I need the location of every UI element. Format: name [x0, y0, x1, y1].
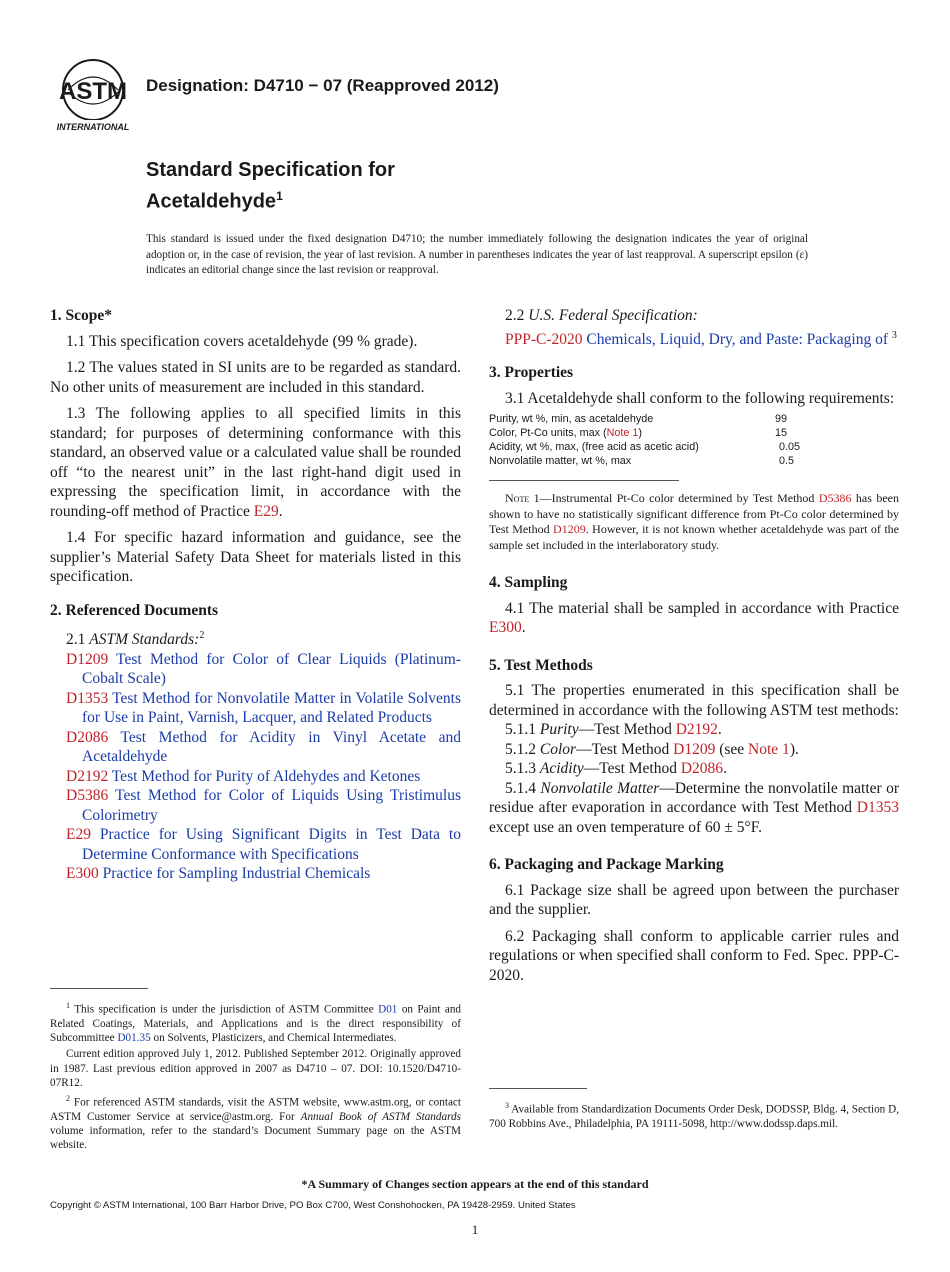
reference-title-link[interactable]: Test Method for Nonvolatile Matter in Volatile Solvents for Use in Paint, Varnish, Lacquer, and Related Products [82, 689, 461, 727]
reference-title-link[interactable]: Test Method for Purity of Aldehydes and Ketones [108, 767, 421, 785]
para-1-3: 1.3 The following applies to all specified limits in this standard; for purposes of determining conformance with this standard, an observed value or a calculated value shall be rounded off “to the nearest unit” in the last right-hand digit used in expressing the specification limit, in accordance with the rounding-off method of Practice E29. [50, 405, 461, 520]
section-4-heading: 4. Sampling [489, 574, 568, 592]
reference-item [50, 786, 461, 825]
logo-text: ASTM [59, 78, 127, 105]
reference-title-link[interactable]: Test Method for Color of Liquids Using Tristimulus Colorimetry [82, 787, 461, 824]
footnote-ref-2[interactable]: 2 [199, 630, 205, 641]
title-footnote-ref[interactable]: 1 [276, 189, 283, 203]
requirement-row [489, 440, 849, 454]
requirement-value: 0.05 [779, 441, 801, 454]
reference-title-link[interactable]: Practice for Using Significant Digits in Test Data to Determine Conformance with Specifications [82, 826, 461, 863]
link-e29[interactable]: E29 [253, 502, 279, 520]
link-d1209-note[interactable]: D1209 [553, 522, 586, 537]
reference-code-link[interactable]: D2086 [66, 728, 109, 746]
para-5-1-1: 5.1.1 Purity—Test Method D2192. [505, 721, 722, 739]
reference-title-link[interactable]: Test Method for Acidity in Vinyl Acetate and Acetaldehyde [82, 728, 461, 766]
link-committee-d01[interactable]: D01 [378, 1003, 398, 1016]
link-d2192-method[interactable]: D2192 [675, 721, 718, 739]
footnote-divider-left [50, 988, 148, 989]
reference-code-link[interactable]: E300 [66, 865, 99, 883]
reference-item [50, 767, 461, 787]
reference-item [50, 864, 461, 884]
reference-item [50, 825, 461, 864]
ref-ppp-c-2020 [489, 326, 899, 350]
reference-item [50, 728, 461, 767]
reference-list [50, 650, 461, 884]
title-line-2: Acetaldehyde [146, 190, 277, 213]
link-ppp-c-2020-title[interactable]: Chemicals, Liquid, Dry, and Paste: Packaging of [582, 330, 892, 348]
para-2-1: 2.1 ASTM Standards:$^2$ [66, 630, 205, 649]
requirement-label: Purity, wt %, min, as acetaldehyde [489, 413, 654, 426]
requirement-label: Acidity, wt %, max, (free acid as acetic acid) [489, 441, 699, 454]
footnotes-right [489, 1088, 899, 1131]
logo-subtext: INTERNATIONAL [56, 122, 130, 132]
requirements-table [489, 412, 849, 468]
section-3-heading: 3. Properties [489, 364, 574, 382]
section-5-heading: 5. Test Methods [489, 656, 593, 674]
footnote-1: $^1$ This specification is under the jurisdiction of ASTM Committee D01 on Paint and Related Coatings, Materials, and Applications and is the direct responsibility of Subcommittee D01.35 on Solvents, Plasticizers, and Chemical Intermediates. [50, 1001, 462, 1045]
reference-title-link[interactable]: Test Method for Color of Clear Liquids (Platinum-Cobalt Scale) [82, 650, 461, 688]
footnotes-left [50, 988, 461, 1153]
requirement-row [489, 454, 849, 468]
summary-of-changes-notice: *A Summary of Changes section appears at the end of this standard [301, 1177, 649, 1191]
para-1-2: 1.2 The values stated in SI units are to be regarded as standard. No other units of measurement are included in this standard. [50, 359, 461, 396]
link-d1209-method[interactable]: D1209 [673, 740, 716, 758]
para-2-2: 2.2 U.S. Federal Specification: [505, 307, 698, 324]
intro-paragraph: This standard is issued under the fixed designation D4710; the number immediately following the designation indicates the year of original adoption or, in the case of revision, the year of last revision. A number in parentheses indicates the year of last reapproval. A superscript epsilon (ε) indicates an editorial change since the last revision or reapproval. [146, 233, 808, 276]
para-4-1: 4.1 The material shall be sampled in accordance with Practice E300. [489, 599, 899, 637]
requirement-row [489, 426, 849, 440]
requirement-row [489, 412, 849, 426]
footnote-ref-3[interactable]: 3 [891, 329, 897, 341]
footnote-2: $^2$ For referenced ASTM standards, visit the ASTM website, www.astm.org, or contact ASTM Customer Service at service@astm.org. For Annual Book of ASTM Standards volume information, refer to the standard’s Document Summary page on the ASTM website. [50, 1093, 461, 1152]
footnote-divider-right [489, 1088, 587, 1089]
para-5-1: 5.1 The properties enumerated in this specification shall be determined in accordance with the following ASTM test methods: [489, 682, 899, 719]
link-d5386-note[interactable]: D5386 [818, 491, 852, 506]
para-5-1-3: 5.1.3 Acidity—Test Method D2086. [505, 760, 727, 778]
requirement-value: 99 [775, 413, 788, 426]
link-subcommittee-d01-35[interactable]: D01.35 [117, 1032, 151, 1045]
para-1-1: 1.1 This specification covers acetaldehyde (99 % grade). [66, 332, 418, 350]
reference-title-link[interactable]: Practice for Sampling Industrial Chemicals [98, 865, 371, 883]
para-6-2: 6.2 Packaging shall conform to applicable carrier rules and regulations or when specified shall conform to Fed. Spec. PPP-C-2020. [489, 927, 899, 984]
copyright: Copyright © ASTM International, 100 Barr Harbor Drive, PO Box C700, West Conshohocken, PA 19428-2959. United States [50, 1200, 576, 1211]
link-ppp-c-2020[interactable]: PPP-C-2020 [505, 330, 583, 348]
requirement-label: Nonvolatile matter, wt %, max [489, 455, 632, 468]
section-1-heading: 1. Scope* [50, 307, 112, 324]
para-6-1: 6.1 Package size shall be agreed upon between the purchaser and the supplier. [489, 881, 899, 919]
link-e300[interactable]: E300 [489, 619, 522, 637]
link-d2086-method[interactable]: D2086 [680, 760, 724, 778]
requirement-label: Color, Pt-Co units, max (Note 1) [489, 427, 643, 440]
reference-item [50, 650, 461, 689]
page-number: 1 [471, 1222, 479, 1237]
reference-code-link[interactable]: D1209 [66, 650, 109, 668]
left-column [50, 306, 461, 884]
reference-item [50, 689, 461, 728]
reference-code-link[interactable]: D2192 [66, 767, 109, 785]
para-1-4: 1.4 For specific hazard information and guidance, see the supplier’s Material Safety Data Sheet for materials listed in this specification. [50, 529, 461, 585]
title-line-1: Standard Specification for [146, 159, 395, 181]
document-title [146, 157, 395, 215]
footnote-1-edition: Current edition approved July 1, 2012. Published September 2012. Originally approved in 1987. Last previous edition approved in 2007 as D4710 – 07. DOI: 10.1520/D4710-07R12. [50, 1048, 461, 1089]
reference-code-link[interactable]: E29 [66, 826, 91, 844]
footnote-3: $^3$ Available from Standardization Documents Order Desk, DODSSP, Bldg. 4, Section D, 700 Robbins Ave., Philadelphia, PA 19111-5098, http://www.dodssp.daps.mil. [489, 1101, 899, 1130]
section-6-heading: 6. Packaging and Package Marking [489, 856, 724, 874]
link-d1353-method[interactable]: D1353 [856, 799, 899, 817]
para-5-1-4: 5.1.4 Nonvolatile Matter—Determine the nonvolatile matter or residue after evaporation in accordance with Test Method D1353 except use an oven temperature of 60 ± 5°F. [489, 779, 900, 836]
para-3-1: 3.1 Acetaldehyde shall conform to the following requirements: [505, 389, 895, 407]
requirement-value: 15 [775, 427, 788, 440]
reference-code-link[interactable]: D1353 [66, 689, 109, 707]
reference-code-link[interactable]: D5386 [66, 787, 109, 805]
section-2-heading: 2. Referenced Documents [50, 601, 219, 619]
link-note-1[interactable]: Note 1 [748, 740, 790, 758]
right-column [489, 306, 899, 992]
link-note-1-table[interactable]: Note 1 [606, 427, 639, 440]
note-divider [489, 480, 679, 481]
requirement-value: 0.5 [779, 455, 795, 468]
note-1: Note 1—Instrumental Pt-Co color determined by Test Method D5386 has been shown to have no statistically significant difference from Pt-Co color determined by Test Method D1209. However, it is not known whether acetaldehyde was part of the sample set included in the interlaboratory study. [489, 491, 900, 552]
para-5-1-2: 5.1.2 Color—Test Method D1209 (see Note 1). [505, 740, 799, 758]
astm-logo [50, 56, 136, 134]
designation: Designation: D4710 − 07 (Reapproved 2012) [146, 76, 499, 95]
